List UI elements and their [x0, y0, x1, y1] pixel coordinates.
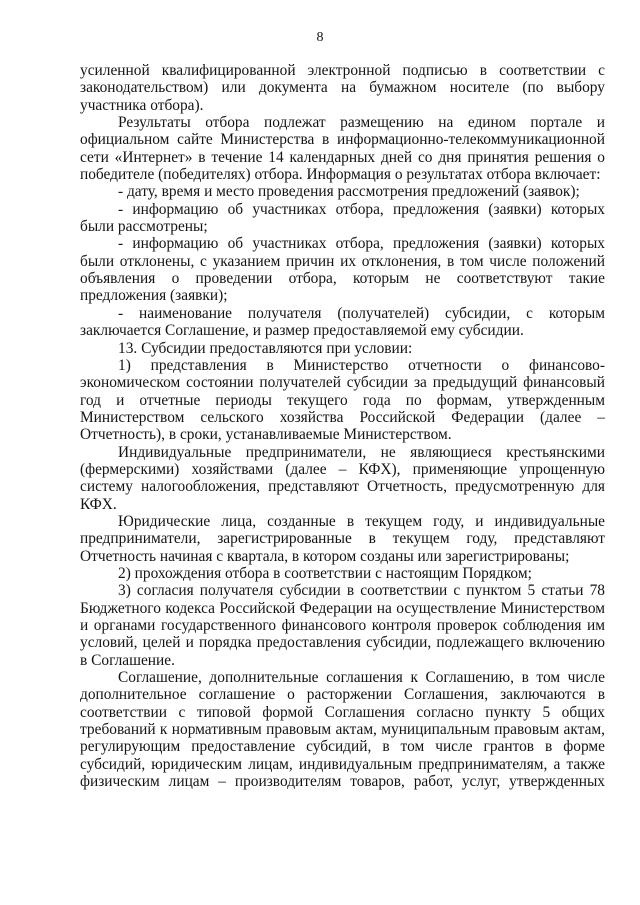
- section-13-heading: 13. Субсидии предоставляются при условии:: [118, 339, 413, 357]
- list-item-rejected-participants: - информацию об участниках отбора, предложения (заявки) которых были отклонены, с указанием причин их отклонения, в том числе положений объявления о проведении отбора, которым не соответствуют такие предложения (заявки);: [80, 235, 605, 305]
- page-number: 8: [316, 30, 324, 45]
- condition-1-reporting: 1) представления в Министерство отчетности о финансово-экономическом состоянии получателей субсидии за предыдущий финансовый год и отчетные периоды текущего года по формам, утвержденным Министерством сельского хозяйства Российской Федерации (далее – Отчетность), в сроки, устанавливаемые Министерством.: [80, 356, 605, 444]
- list-item-recipient-name: - наименование получателя (получателей) субсидии, с которым заключается Соглашение, и размер предоставляемой ему субсидии.: [80, 304, 605, 340]
- document-body: [80, 62, 605, 790]
- paragraph-results-publication: Результаты отбора подлежат размещению на едином портале и официальном сайте Министерства в информационно-телекоммуникационной сети «Интернет» в течение 14 календарных дней со дня принятия решения о победителе (победителях) отбора. Информация о результатах отбора включает:: [80, 114, 605, 184]
- condition-3-consent: 3) согласия получателя субсидии в соответствии с пунктом 5 статьи 78 Бюджетного кодекса Российской Федерации на осуществление Министерством и органами государственного финансового контроля проверок соблюдения им условий, целей и порядка предоставления субсидии, подлежащего включению в Соглашение.: [80, 582, 605, 669]
- paragraph-agreement: Соглашение, дополнительные соглашения к Соглашению, в том числе дополнительное соглашение о расторжении Соглашения, заключаются в соответствии с типовой формой Соглашения согласно пункту 5 общих требований к нормативным правовым актам, муниципальным правовым актам, регулирующим предоставление субсидий, в том числе грантов в форме субсидий, юридическим лицам, индивидуальным предпринимателям, а также физическим лицам – производителям товаров, работ, услуг, утвержденных: [80, 669, 605, 791]
- paragraph-new-legal-entities: Юридические лица, созданные в текущем году, и индивидуальные предприниматели, зарегистрированные в текущем году, представляют Отчетность начиная с квартала, в котором созданы или зарегистрированы;: [80, 512, 605, 565]
- paragraph-continuation: усиленной квалифицированной электронной подписью в соответствии с законодательством) или документа на бумажном носителе (по выбору участника отбора).: [80, 62, 605, 114]
- paragraph-individual-entrepreneurs: Индивидуальные предприниматели, не являющиеся крестьянскими (фермерскими) хозяйствами (далее – КФХ), применяющие упрощенную систему налогообложения, представляют Отчетность, предусмотренную для КФХ.: [80, 443, 605, 513]
- list-item-considered-participants: - информацию об участниках отбора, предложения (заявки) которых были рассмотрены;: [80, 200, 605, 236]
- list-item-date-time-place: - дату, время и место проведения рассмотрения предложений (заявок);: [118, 183, 580, 201]
- condition-2-selection: 2) прохождения отбора в соответствии с настоящим Порядком;: [118, 564, 532, 582]
